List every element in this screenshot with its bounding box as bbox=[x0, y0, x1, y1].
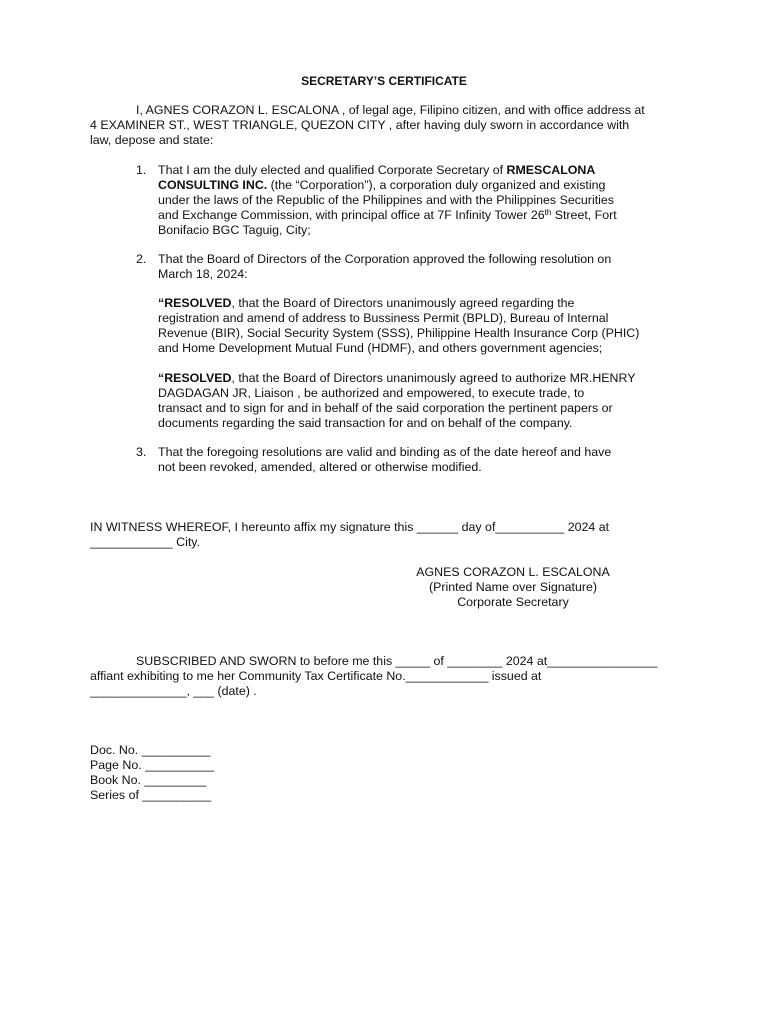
item-text: That I am the duly elected and qualified Corporate Secretary of bbox=[158, 163, 507, 177]
witness-line: ____________ City. bbox=[90, 535, 200, 549]
witness-line: IN WITNESS WHEREOF, I hereunto affix my signature this ______ day of__________ 2024 at bbox=[90, 520, 610, 534]
resolution-text: , that the Board of Directors unanimously agreed regarding the bbox=[231, 296, 575, 310]
intro-line: law, depose and state: bbox=[90, 133, 214, 147]
list-number: 2. bbox=[136, 252, 147, 266]
book-no: Book No. _________ bbox=[90, 773, 207, 787]
resolution-line: Revenue (BIR), Social Security System (SSS), Philippine Health Insurance Corp (PHIC) bbox=[158, 326, 640, 340]
doc-no: Doc. No. __________ bbox=[90, 743, 211, 757]
jurat-line: SUBSCRIBED AND SWORN to before me this _____ of ________ 2024 at________________ bbox=[136, 654, 658, 668]
resolved-label: “RESOLVED bbox=[158, 371, 232, 385]
list-item-line: That the Board of Directors of the Corporation approved the following resolution on bbox=[158, 252, 612, 266]
item-text: and Exchange Commission, with principal office at 7F Infinity Tower 26 bbox=[158, 208, 545, 222]
list-item-line bbox=[158, 178, 605, 193]
resolved-label: “RESOLVED bbox=[158, 296, 232, 310]
intro-line: 4 EXAMINER ST., WEST TRIANGLE, QUEZON CITY , after having duly sworn in accordance with bbox=[90, 118, 630, 132]
resolution-line: documents regarding the said transaction for and on behalf of the company. bbox=[158, 416, 573, 430]
resolution-line bbox=[158, 296, 574, 311]
document-title: SECRETARY’S CERTIFICATE bbox=[301, 74, 467, 88]
intro-line: I, AGNES CORAZON L. ESCALONA , of legal age, Filipino citizen, and with office address at bbox=[136, 103, 645, 117]
series-of: Series of __________ bbox=[90, 788, 212, 802]
list-item-line bbox=[158, 163, 595, 178]
resolution-text: , that the Board of Directors unanimously agreed to authorize MR.HENRY bbox=[231, 371, 636, 385]
list-number: 3. bbox=[136, 445, 147, 459]
resolution-line: DAGDAGAN JR, Liaison , be authorized and empowered, to execute trade, to bbox=[158, 386, 585, 400]
resolution-line bbox=[158, 371, 635, 386]
signatory-name: AGNES CORAZON L. ESCALONA bbox=[416, 565, 610, 579]
list-item-line bbox=[158, 208, 617, 223]
item-text: (the “Corporation”), a corporation duly organized and existing bbox=[267, 178, 606, 192]
list-number: 1. bbox=[136, 163, 147, 177]
item-text: Street, Fort bbox=[551, 208, 617, 222]
list-item-line: That the foregoing resolutions are valid and binding as of the date hereof and have bbox=[158, 445, 612, 459]
page-no: Page No. __________ bbox=[90, 758, 215, 772]
resolution-line: registration and amend of address to Bussiness Permit (BPLD), Bureau of Internal bbox=[158, 311, 609, 325]
list-item-line: Bonifacio BGC Taguig, City; bbox=[158, 223, 311, 237]
list-item-line: not been revoked, amended, altered or otherwise modified. bbox=[158, 460, 482, 474]
list-item-line: March 18, 2024: bbox=[158, 267, 248, 281]
signatory-caption: (Printed Name over Signature) bbox=[428, 580, 598, 594]
jurat-line: ______________, ___ (date) . bbox=[90, 684, 257, 698]
signatory-role: Corporate Secretary bbox=[457, 595, 569, 609]
company-name: CONSULTING INC. bbox=[158, 178, 268, 192]
ordinal-suffix: th bbox=[544, 208, 552, 217]
resolution-line: transact and to sign for and in behalf of the said corporation the pertinent papers or bbox=[158, 401, 613, 415]
list-item-line: under the laws of the Republic of the Philippines and with the Philippines Securities bbox=[158, 193, 614, 207]
company-name: RMESCALONA bbox=[506, 163, 596, 177]
resolution-line: and Home Development Mutual Fund (HDMF), and others government agencies; bbox=[158, 341, 603, 355]
jurat-line: affiant exhibiting to me her Community Tax Certificate No.____________ issued at bbox=[90, 669, 542, 683]
